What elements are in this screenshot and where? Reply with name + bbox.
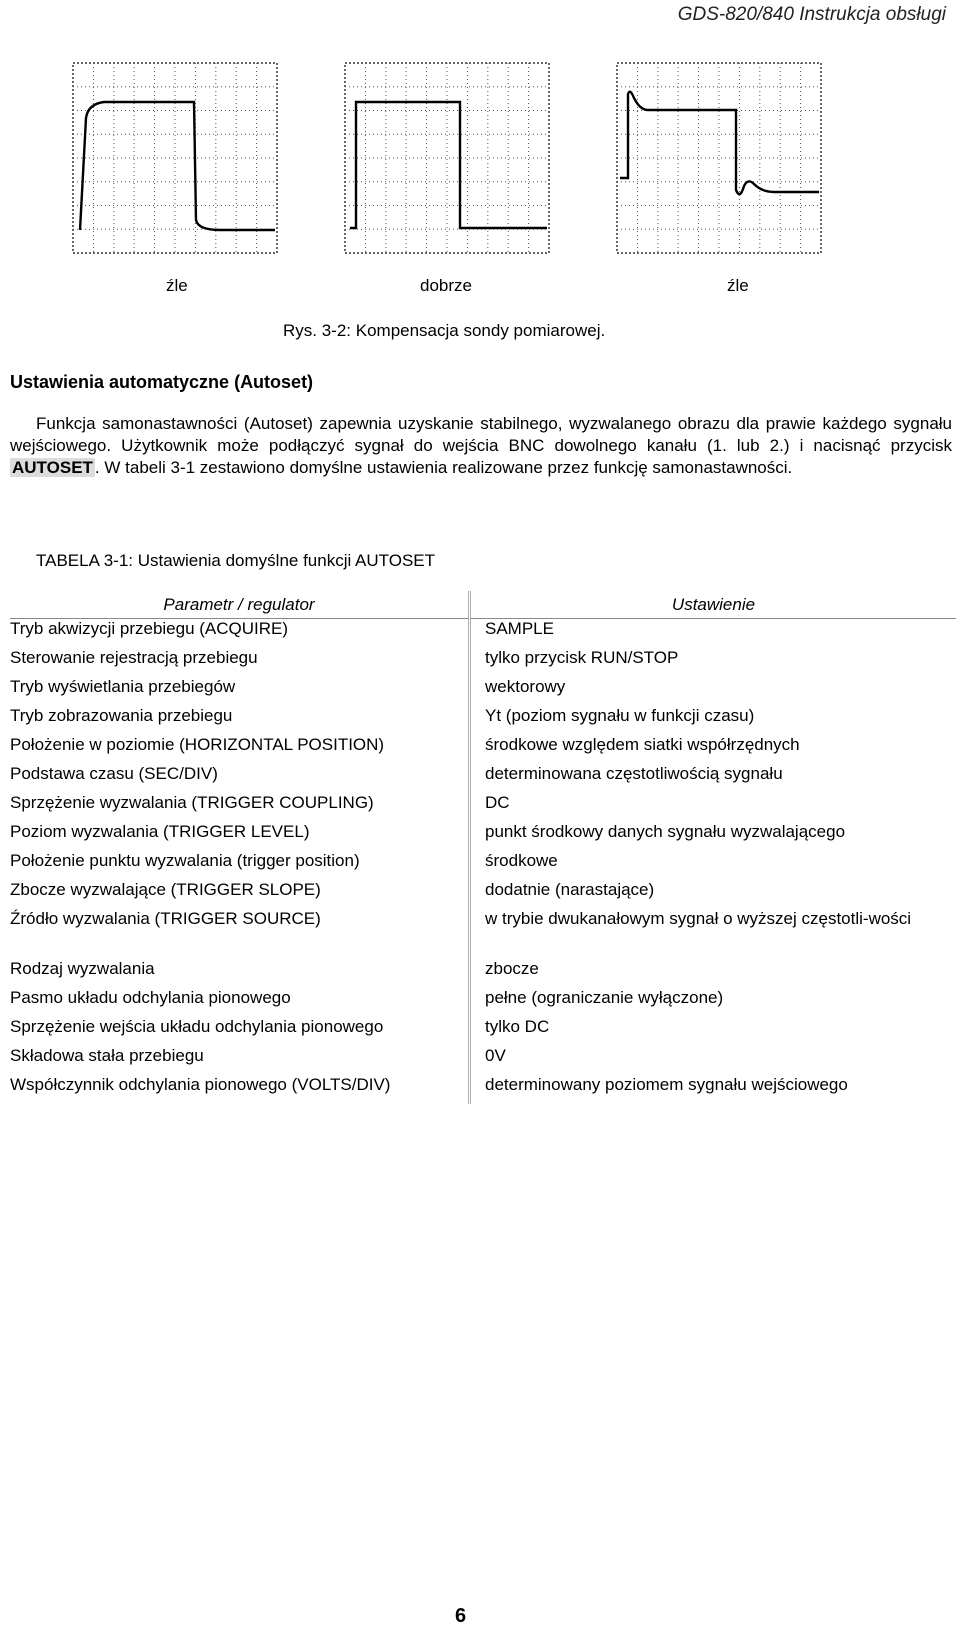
figure-caption: Rys. 3-2: Kompensacja sondy pomiarowej. — [283, 321, 606, 340]
table-row — [10, 735, 956, 764]
setting-cell: zbocze — [470, 959, 957, 988]
table-row — [10, 909, 956, 959]
parameter-cell: Rodzaj wyzwalania — [10, 959, 155, 978]
table-row — [10, 1075, 956, 1104]
parameter-cell: Sprzężenie wejścia układu odchylania pionowego — [10, 1017, 384, 1036]
setting-cell: dodatnie (narastające) — [470, 880, 957, 909]
parameter-cell: Tryb wyświetlania przebiegów — [10, 677, 236, 696]
setting-cell: środkowe względem siatki współrzędnych — [470, 735, 957, 764]
paragraph-text-end: . W tabeli 3-1 zestawiono domyślne ustawienia realizowane przez funkcję samonastawności. — [94, 458, 793, 477]
parameter-cell: Tryb akwizycji przebiegu (ACQUIRE) — [10, 619, 289, 638]
table-row — [10, 851, 956, 880]
figure-label-left: źle — [166, 276, 188, 295]
table-caption: TABELA 3-1: Ustawienia domyślne funkcji AUTOSET — [36, 551, 436, 570]
setting-cell: tylko przycisk RUN/STOP — [470, 648, 957, 677]
scope-screen-correct — [342, 60, 552, 258]
table-row — [10, 677, 956, 706]
page-number: 6 — [455, 1605, 467, 1627]
parameter-cell: Położenie w poziomie (HORIZONTAL POSITION) — [10, 735, 385, 754]
parameter-cell: Podstawa czasu (SEC/DIV) — [10, 764, 218, 783]
section-paragraph — [10, 413, 952, 479]
table-row — [10, 988, 956, 1017]
setting-cell: wektorowy — [470, 677, 957, 706]
parameter-cell: Źródło wyzwalania (TRIGGER SOURCE) — [10, 909, 321, 928]
figure-label-middle: dobrze — [420, 276, 472, 295]
parameter-cell: Sprzężenie wyzwalania (TRIGGER COUPLING) — [10, 793, 374, 812]
parameter-cell: Składowa stała przebiegu — [10, 1046, 204, 1065]
setting-cell: 0V — [470, 1046, 957, 1075]
parameter-cell: Poziom wyzwalania (TRIGGER LEVEL) — [10, 822, 310, 841]
column-header-parameter: Parametr / regulator — [10, 591, 470, 619]
setting-cell: determinowany poziomem sygnału wejściowego — [470, 1075, 957, 1104]
table-row — [10, 1017, 956, 1046]
parameter-cell: Zbocze wyzwalające (TRIGGER SLOPE) — [10, 880, 321, 899]
setting-cell: SAMPLE — [470, 619, 957, 649]
page-header: GDS-820/840 Instrukcja obsługi — [677, 4, 946, 25]
table-row — [10, 1046, 956, 1075]
table-row — [10, 793, 956, 822]
table-row — [10, 706, 956, 735]
setting-cell: punkt środkowy danych sygnału wyzwalającego — [470, 822, 957, 851]
scope-screen-overcompensated — [614, 60, 824, 258]
setting-cell: w trybie dwukanałowym sygnał o wyższej częstotli-wości — [470, 909, 957, 959]
setting-cell: tylko DC — [470, 1017, 957, 1046]
table-row — [10, 619, 956, 649]
paragraph-text-start: Funkcja samonastawności (Autoset) zapewnia uzyskanie stabilnego, wyzwalanego obrazu dla prawie każdego sygnału wejściowego. Użytkownik może podłączyć sygnał do wejścia BNC dowolnego kanału (1. lub 2.) i nacisnąć przycisk — [10, 414, 952, 455]
figure-label-right: źle — [727, 276, 749, 295]
autoset-key-label: AUTOSET — [12, 458, 93, 477]
parameter-cell: Tryb zobrazowania przebiegu — [10, 706, 233, 725]
table-row — [10, 648, 956, 677]
table-row — [10, 880, 956, 909]
table-row — [10, 764, 956, 793]
parameter-cell: Sterowanie rejestracją przebiegu — [10, 648, 258, 667]
setting-cell: pełne (ograniczanie wyłączone) — [470, 988, 957, 1017]
table-row — [10, 822, 956, 851]
setting-cell: DC — [470, 793, 957, 822]
parameter-cell: Położenie punktu wyzwalania (trigger position) — [10, 851, 360, 870]
scope-screen-undercompensated — [70, 60, 280, 258]
parameter-cell: Pasmo układu odchylania pionowego — [10, 988, 291, 1007]
section-title: Ustawienia automatyczne (Autoset) — [10, 372, 314, 392]
column-header-setting: Ustawienie — [470, 591, 957, 619]
setting-cell: środkowe — [470, 851, 957, 880]
setting-cell: determinowana częstotliwością sygnału — [470, 764, 957, 793]
setting-cell: Yt (poziom sygnału w funkcji czasu) — [470, 706, 957, 735]
parameter-cell: Współczynnik odchylania pionowego (VOLTS/DIV) — [10, 1075, 391, 1094]
autoset-settings-table — [10, 591, 956, 1104]
table-row — [10, 959, 956, 988]
